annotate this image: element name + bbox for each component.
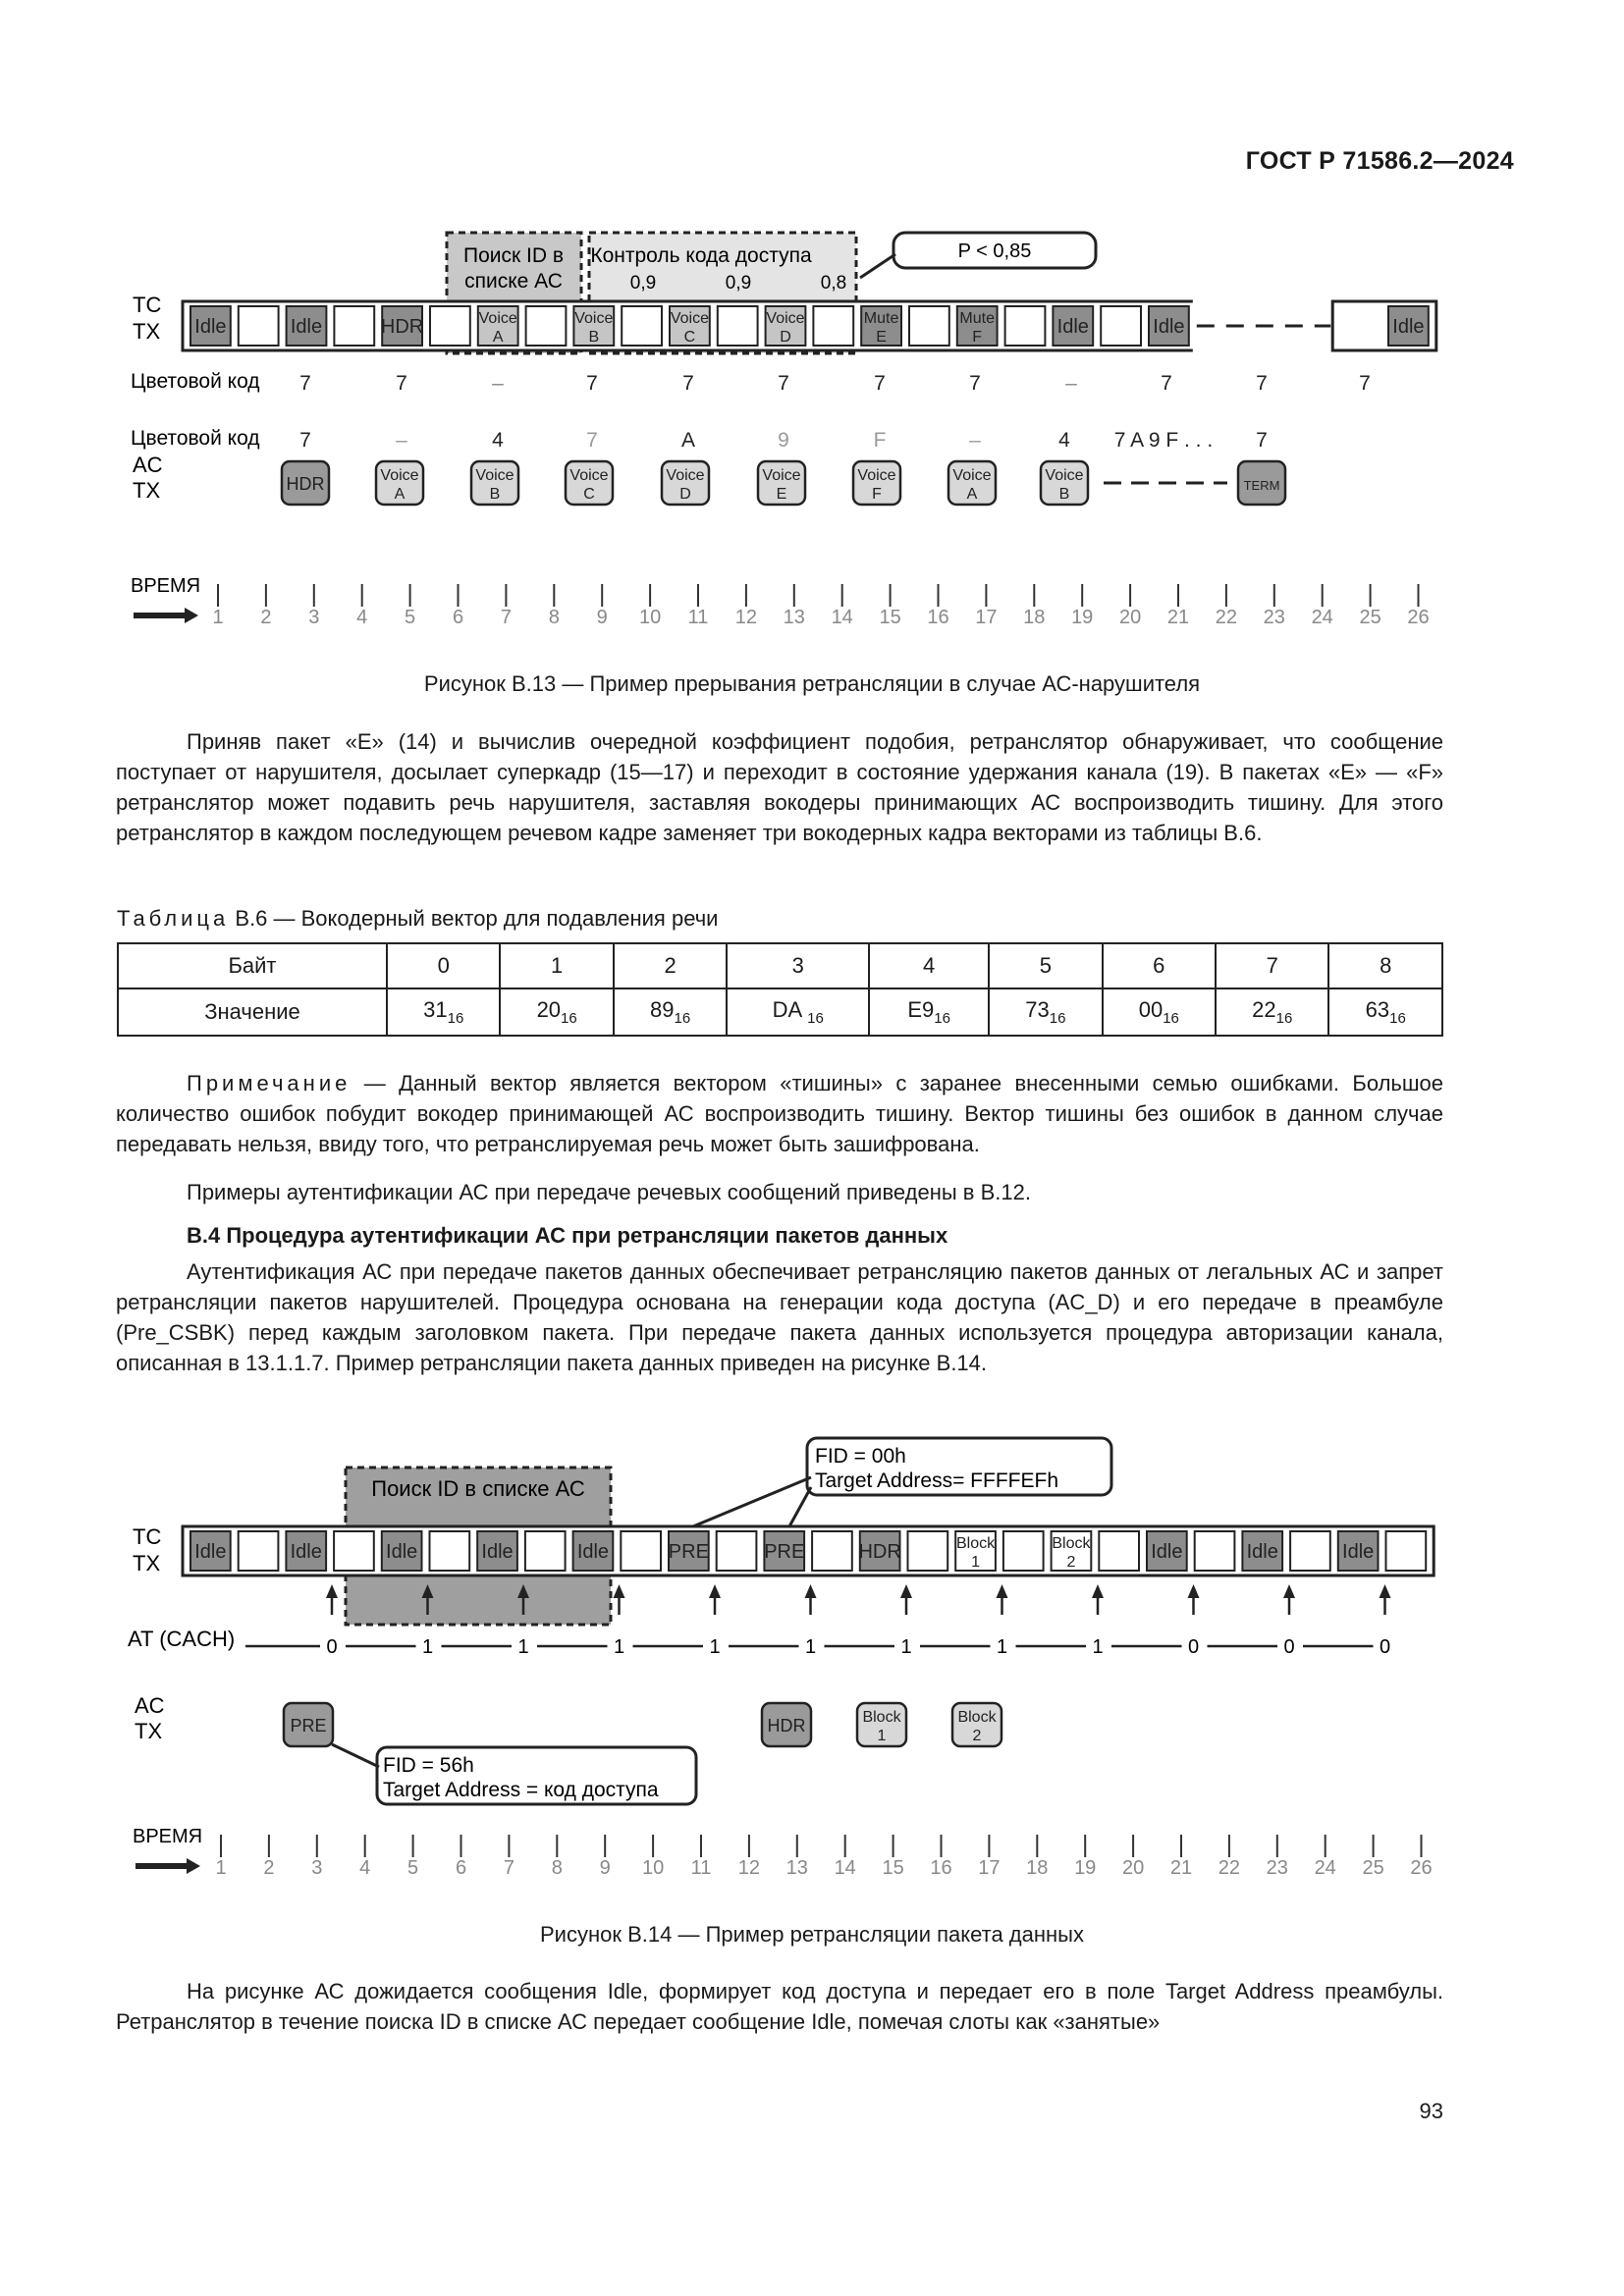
ac-color-code: 9	[778, 429, 789, 452]
time-tick-label: 4	[359, 1857, 371, 1879]
callout-pointer	[860, 254, 895, 278]
at-value: 1	[996, 1636, 1008, 1658]
at-value: 0	[1283, 1636, 1295, 1658]
time-tick-label: 3	[308, 607, 320, 628]
table-row-label: Значение	[118, 988, 387, 1036]
slot-label: A	[966, 486, 978, 503]
tc-slot	[1005, 306, 1046, 346]
slot-label: E	[776, 486, 787, 503]
tc-slot	[1101, 306, 1141, 346]
slot-label: Voice	[478, 310, 517, 327]
tx-label: TX	[135, 1719, 163, 1743]
slot-label: E	[876, 329, 887, 346]
tc-slot	[334, 306, 374, 346]
value-cell: $22_{16}$	[1216, 988, 1328, 1036]
time-tick-label: 15	[882, 1857, 904, 1879]
time-tick-label: 17	[975, 607, 998, 628]
time-tick-label: 7	[500, 607, 512, 628]
time-tick-label: 6	[455, 1857, 467, 1879]
value-cell: $89_{16}$	[614, 988, 727, 1036]
time-tick-label: 5	[405, 607, 416, 628]
tc-color-code: 7	[1161, 372, 1172, 395]
value-cell: $20_{16}$	[500, 988, 613, 1036]
tc-label: TC	[133, 293, 162, 317]
slot-label: Voice	[857, 467, 896, 484]
time-label: ВРЕМЯ	[133, 1826, 203, 1847]
table-note: Примечание — Данный вектор является вектором «тишины» с заранее внесенными семью ошибками. Большое количество ошибок побудит вокодер принимающей АС воспроизводить тишину. Вектор тишины без ошибок в данном случае передавать нельзя, ввиду того, что ретранслируемая речь может быть зашифрована.	[116, 1071, 1443, 1156]
slot-label: Idle	[1151, 1541, 1183, 1563]
time-tick-label: 11	[690, 1857, 712, 1879]
tc-slot	[239, 306, 279, 346]
tc-slot	[1195, 1531, 1235, 1571]
at-value: 1	[421, 1636, 434, 1658]
control-value: 0,8	[820, 273, 847, 294]
slot-label: TERM	[1243, 478, 1280, 493]
paragraph-data-auth: Аутентификация АС при передаче пакетов данных обеспечивает ретрансляцию пакетов данных от легальных АС и запрет ретрансляции пакетов нарушителей. Процедура основана на генерации кода доступа (AC_D) и его передаче в преамбуле (Pre_CSBK) перед каждым заголовком пакета. При передаче пакета данных используется процедура авторизации канала, описанная в 13.1.1.7. Пример ретрансляции пакета данных приведен на рисунке В.14.	[116, 1259, 1443, 1375]
slot-label: PRE	[290, 1716, 327, 1735]
slot-label: Idle	[1153, 316, 1185, 338]
at-value: 1	[900, 1636, 912, 1658]
time-tick-label: 2	[263, 1857, 275, 1879]
slot-label: HDR	[286, 474, 325, 494]
arrow-head	[326, 1584, 338, 1598]
slot-label: Block	[955, 1535, 996, 1552]
tc-color-code: 7	[586, 372, 598, 395]
time-tick-label: 6	[452, 607, 464, 628]
slot-label: Block	[1052, 1535, 1091, 1552]
ac-color-code: 7 A 9 F . . .	[1113, 429, 1214, 452]
tc-color-code: –	[1065, 372, 1077, 395]
slot-label: D	[780, 329, 791, 346]
figure-b14-diagram	[0, 1428, 1624, 1909]
time-tick-label: 4	[356, 607, 368, 628]
value-cell: $73_{16}$	[989, 988, 1102, 1036]
ac-color-code: F	[873, 429, 887, 452]
search-box-label: Поиск ID в списке АС	[371, 1476, 585, 1501]
slot-label: Mute	[959, 310, 995, 327]
ac-color-code: 7	[299, 429, 311, 452]
slot-label: HDR	[767, 1716, 806, 1735]
table-row-label: Байт	[118, 943, 387, 988]
section-title: В.4 Процедура аутентификации АС при ретрансляции пакетов данных	[187, 1223, 948, 1248]
time-tick-label: 19	[1074, 1857, 1097, 1879]
at-value: 1	[613, 1636, 625, 1658]
time-label: ВРЕМЯ	[131, 575, 201, 597]
time-tick-label: 2	[260, 607, 272, 628]
tc-slot	[813, 306, 853, 346]
paragraph-intruder-detection: Приняв пакет «E» (14) и вычислив очередной коэффициент подобия, ретранслятор обнаруживает, что сообщение поступает от нарушителя, досылает суперкадр (15—17) и переходит в состояние удержания канала (19). В пакетах «E» — «F» ретранслятор может подавить речь нарушителя, заставляя вокодеры принимающих АС воспроизводить тишину. Для этого ретранслятор в каждом последующем речевом кадре заменяет три вокодерных кадра векторами из таблицы В.6.	[116, 729, 1443, 845]
tc-color-code: –	[492, 372, 504, 395]
time-tick-label: 21	[1166, 607, 1190, 628]
value-cell: $63_{16}$	[1328, 988, 1442, 1036]
time-tick-label: 18	[1023, 607, 1046, 628]
control-value: 0,9	[629, 273, 657, 294]
slot-label: C	[683, 329, 696, 346]
tc-slot	[908, 1531, 948, 1571]
slot-label: Idle	[386, 1541, 418, 1563]
color-code-label: Цветовой код	[131, 370, 260, 393]
slot-label: 1	[971, 1554, 981, 1571]
slot-label: 2	[972, 1728, 982, 1744]
slot-label: Idle	[576, 1541, 610, 1563]
page-number: 93	[1419, 2099, 1443, 2123]
tc-slot	[334, 1531, 374, 1571]
control-value: 0,9	[725, 273, 752, 294]
callout-line: Target Address= FFFFEFh	[815, 1469, 1059, 1492]
time-tick-label: 1	[212, 607, 224, 628]
value-cell: DA $_{16}$	[727, 988, 869, 1036]
ac-label: AC	[135, 1693, 165, 1718]
slot-label: Idle	[1246, 1541, 1278, 1563]
at-label: AT (CACH)	[128, 1627, 236, 1651]
tc-color-code: 7	[1359, 372, 1371, 395]
byte-cell: 4	[869, 943, 989, 988]
arrow-head	[1188, 1584, 1200, 1598]
time-tick-label: 15	[879, 607, 901, 628]
at-value: 1	[517, 1636, 529, 1658]
at-value: 0	[1187, 1636, 1200, 1658]
slot-label: D	[679, 486, 691, 503]
time-tick-label: 23	[1263, 607, 1285, 628]
time-tick-label: 16	[930, 1857, 952, 1879]
time-tick-label: 12	[734, 607, 758, 628]
search-box-line1: Поиск ID в	[462, 244, 565, 267]
table-row-values	[118, 988, 1442, 1036]
ac-color-code: 7	[586, 429, 598, 452]
tx-label: TX	[133, 1551, 161, 1575]
time-tick-label: 9	[599, 1857, 611, 1879]
slot-label: Idle	[290, 316, 323, 338]
slot-label: Voice	[766, 310, 805, 327]
slot-label: B	[588, 329, 600, 346]
slot-label: Voice	[666, 467, 705, 484]
ac-color-code: –	[969, 429, 981, 452]
tc-color-code: 7	[682, 372, 694, 395]
slot-label: B	[1058, 486, 1070, 503]
callout-line: Target Address = код доступа	[383, 1779, 659, 1801]
callout-line: FID = 56h	[383, 1754, 474, 1777]
arrow-head	[614, 1584, 625, 1598]
time-tick-label: 9	[596, 607, 608, 628]
byte-cell: 8	[1328, 943, 1442, 988]
arrow-head	[709, 1584, 721, 1598]
time-tick-label: 20	[1121, 1857, 1145, 1879]
time-tick-label: 22	[1215, 607, 1238, 628]
tc-color-code: 7	[778, 372, 789, 395]
tx-label: TX	[133, 478, 161, 503]
slot-label: Idle	[194, 1541, 227, 1563]
control-box-title: Контроль кода доступа	[590, 244, 812, 267]
byte-cell: 2	[614, 943, 727, 988]
slot-label: Idle	[481, 1541, 514, 1563]
slot-label: 2	[1066, 1554, 1076, 1571]
callout-line: FID = 00h	[815, 1445, 906, 1468]
vocoder-vector-table	[117, 942, 1443, 1037]
time-tick-label: 13	[785, 1857, 808, 1879]
callout-pointer	[789, 1487, 811, 1526]
slot-label: Voice	[475, 467, 514, 484]
at-value: 0	[1379, 1636, 1391, 1658]
slot-label: PRE	[668, 1541, 709, 1563]
slot-label: Idle	[194, 316, 227, 338]
time-tick-label: 10	[641, 1857, 665, 1879]
figure-b13-caption: Рисунок В.13 — Пример прерывания ретрансляции в случае АС-нарушителя	[423, 671, 1201, 696]
at-value: 1	[1092, 1636, 1104, 1658]
tc-label: TC	[133, 1524, 162, 1549]
tc-slot	[239, 1531, 279, 1571]
at-value: 1	[804, 1636, 817, 1658]
time-tick-label: 8	[551, 1857, 563, 1879]
tc-color-code: 7	[396, 372, 407, 395]
at-value: 1	[709, 1636, 721, 1658]
time-arrow-head	[187, 1858, 200, 1874]
slot-label: Block	[862, 1709, 901, 1726]
arrow-head	[997, 1584, 1008, 1598]
value-cell: $E9_{16}$	[869, 988, 989, 1036]
time-tick-label: 7	[503, 1857, 514, 1879]
ac-color-code: 4	[1058, 429, 1070, 452]
slot-label: Voice	[569, 467, 609, 484]
slot-label: Voice	[762, 467, 801, 484]
document-standard-number: ГОСТ Р 71586.2—2024	[1245, 147, 1514, 175]
tc-slot	[1003, 1531, 1044, 1571]
time-tick-label: 22	[1218, 1857, 1241, 1879]
time-tick-label: 25	[1362, 1857, 1384, 1879]
time-tick-label: 11	[687, 607, 709, 628]
table-row-bytes	[118, 943, 1442, 988]
time-tick-label: 3	[311, 1857, 323, 1879]
tc-slot	[1099, 1531, 1139, 1571]
slot-label: Idle	[1392, 316, 1425, 338]
ac-color-code: –	[396, 429, 407, 452]
slot-label: Voice	[670, 310, 709, 327]
byte-cell: 7	[1216, 943, 1328, 988]
ac-color-code: 4	[492, 429, 504, 452]
time-tick-label: 13	[783, 607, 805, 628]
slot-label: HDR	[858, 1541, 901, 1563]
tc-slot	[525, 1531, 566, 1571]
time-tick-label: 24	[1311, 607, 1333, 628]
slot-label: B	[489, 486, 501, 503]
tc-slot	[812, 1531, 852, 1571]
tc-slot	[430, 1531, 470, 1571]
slot-label: PRE	[764, 1541, 805, 1563]
tc-slot	[430, 306, 470, 346]
search-box-line2: списке АС	[464, 270, 563, 293]
ac-color-code: 7	[1256, 429, 1268, 452]
tx-label: TX	[133, 319, 161, 344]
paragraph-figure-explanation: На рисунке АС дожидается сообщения Idle, формирует код доступа и передает его в поле Target Address преамбулы. Ретранслятор в течение поиска ID в списке АС передает сообщение Idle, помечая слоты как «занятые»	[116, 1979, 1443, 2034]
arrow-head	[1283, 1584, 1295, 1598]
slot-label: F	[872, 486, 882, 503]
slot-label: Block	[957, 1709, 997, 1726]
slot-label: HDR	[380, 316, 424, 338]
paragraph-voice-examples: Примеры аутентификации АС при передаче речевых сообщений приведены в В.12.	[187, 1180, 1031, 1204]
time-tick-label: 8	[548, 607, 560, 628]
tc-color-code: 7	[299, 372, 311, 395]
time-tick-label: 26	[1407, 607, 1430, 628]
byte-cell: 5	[989, 943, 1102, 988]
slot-label: F	[972, 329, 983, 346]
tc-slot	[1290, 1531, 1330, 1571]
time-tick-label: 18	[1026, 1857, 1049, 1879]
figure-b14-caption: Рисунок В.14 — Пример ретрансляции пакета данных	[540, 1922, 1084, 1947]
ac-color-code: A	[680, 429, 696, 452]
time-tick-label: 16	[927, 607, 949, 628]
probability-label: P < 0,85	[957, 240, 1032, 262]
tc-slot	[717, 1531, 757, 1571]
byte-cell: 6	[1103, 943, 1216, 988]
slot-label: Mute	[863, 310, 899, 327]
time-tick-label: 14	[834, 1857, 856, 1879]
byte-cell: 3	[727, 943, 869, 988]
time-tick-label: 20	[1118, 607, 1142, 628]
ac-label: AC	[133, 453, 163, 477]
byte-cell: 0	[387, 943, 500, 988]
time-tick-label: 5	[407, 1857, 419, 1879]
value-cell: $31_{16}$	[387, 988, 500, 1036]
callout-pointer	[332, 1744, 379, 1767]
figure-b13-diagram	[0, 221, 1624, 653]
at-value: 0	[326, 1636, 338, 1658]
time-tick-label: 19	[1071, 607, 1094, 628]
arrow-head	[805, 1584, 817, 1598]
time-tick-label: 1	[215, 1857, 227, 1879]
slot-label: Idle	[290, 1541, 322, 1563]
color-code-label: Цветовой код	[131, 427, 260, 450]
time-tick-label: 26	[1410, 1857, 1433, 1879]
tc-color-code: 7	[1256, 372, 1268, 395]
time-tick-label: 25	[1359, 607, 1381, 628]
tc-slot	[526, 306, 567, 346]
time-tick-label: 10	[638, 607, 662, 628]
slot-label: Idle	[1056, 316, 1089, 338]
time-tick-label: 17	[978, 1857, 1001, 1879]
table-title: Таблица В.6 — Вокодерный вектор для подавления речи	[117, 906, 719, 931]
arrow-head	[1092, 1584, 1104, 1598]
time-arrow-head	[185, 608, 198, 623]
slot-label: Voice	[952, 467, 992, 484]
tc-slot	[622, 306, 662, 346]
slot-label: 1	[877, 1728, 887, 1744]
tc-color-code: 7	[874, 372, 886, 395]
tc-slot	[718, 306, 758, 346]
time-tick-label: 21	[1169, 1857, 1193, 1879]
slot-label: A	[492, 329, 504, 346]
time-tick-label: 23	[1266, 1857, 1288, 1879]
time-tick-label: 14	[831, 607, 853, 628]
arrow-head	[900, 1584, 912, 1598]
tc-slot	[1386, 1531, 1427, 1571]
slot-label: Voice	[1045, 467, 1084, 484]
time-tick-label: 12	[737, 1857, 761, 1879]
slot-label: Voice	[574, 310, 614, 327]
tc-color-code: 7	[969, 372, 981, 395]
byte-cell: 1	[500, 943, 613, 988]
value-cell: $00_{16}$	[1103, 988, 1216, 1036]
tc-slot	[621, 1531, 661, 1571]
arrow-head	[1380, 1584, 1391, 1598]
time-tick-label: 24	[1314, 1857, 1336, 1879]
slot-label: Idle	[1342, 1541, 1375, 1563]
slot-label: Voice	[380, 467, 419, 484]
slot-label: A	[394, 486, 406, 503]
slot-label: C	[583, 486, 595, 503]
tc-slot	[909, 306, 949, 346]
